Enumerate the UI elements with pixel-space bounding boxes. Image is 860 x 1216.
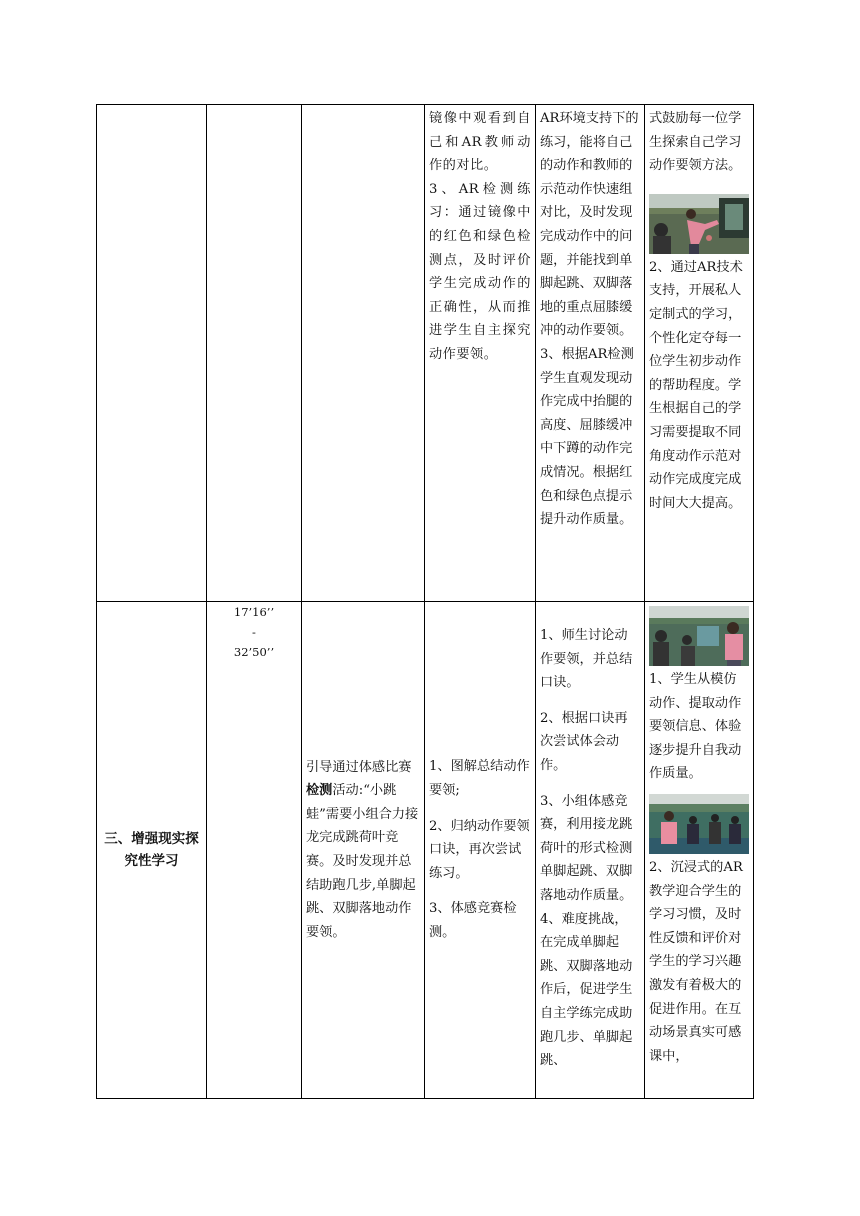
design-intent-text-1: 1、学生从模仿动作、提取动作要领信息、体验逐步提升自我动作质量。 bbox=[649, 672, 742, 782]
table-row bbox=[97, 602, 754, 1099]
list-item: 1、师生讨论动作要领，并总结口诀。 bbox=[540, 628, 633, 691]
list-item: 2、根据口诀再次尝试体会动作。 bbox=[540, 710, 628, 773]
student-activity-text: 镜像中观看到自己和AR教师动作的对比。 3、AR检测练习：通过镜像中的红色和绿色检测点，及时评价学生完成动作的正确性，从而推进学生自主探究动作要领。 bbox=[429, 111, 531, 362]
teaching-photo-class bbox=[649, 606, 749, 666]
student-activity-cell bbox=[425, 602, 536, 1099]
design-intent-cell bbox=[645, 602, 754, 1099]
teacher-activity-cell bbox=[302, 105, 425, 602]
time-start: 17’16’’ bbox=[233, 605, 275, 619]
design-intent-text-2: 2、通过AR技术支持，开展私人定制式的学习，个性化定夺每一位学生初步动作的帮助程度。学生根据自己的学习需要提取不同角度动作示范对动作完成度完成时间大大提高。 bbox=[649, 259, 743, 511]
teacher-activity-text-rest: 活动:“小跳蛙”需要小组合力接龙完成跳荷叶竞赛。及时发现并总结助跑几步,单脚起跳、双脚落地动作要领。 bbox=[306, 783, 419, 940]
time-cell bbox=[207, 602, 302, 1099]
table-row bbox=[97, 105, 754, 602]
lesson-plan-table bbox=[96, 104, 754, 1099]
time-cell bbox=[207, 105, 302, 602]
list-item: 2、归纳动作要领口诀，再次尝试练习。 bbox=[429, 818, 530, 881]
time-end: 32’50’’ bbox=[233, 645, 275, 659]
teaching-photo-competition bbox=[649, 794, 749, 854]
stage-cell bbox=[97, 602, 207, 1099]
design-intent-text-1: 式鼓励每一位学生探索自己学习动作要领方法。 bbox=[649, 111, 742, 174]
design-intent-cell bbox=[645, 105, 754, 602]
list-item: 3、小组体感竞赛，利用接龙跳荷叶的形式检测单脚起跳、双脚落地动作质量。 4、难度挑战，在完成单脚起跳、双脚落地动作后，促进学生自主学练完成助跑几步、单脚起跳、 bbox=[540, 793, 633, 1069]
time-separator: - bbox=[252, 625, 256, 639]
student-activity-cell bbox=[425, 105, 536, 602]
tech-support-cell bbox=[536, 602, 645, 1099]
teacher-activity-cell bbox=[302, 602, 425, 1099]
teaching-photo-ar-mirror bbox=[649, 194, 749, 254]
teacher-activity-bold: 检测 bbox=[306, 783, 333, 799]
design-intent-text-2: 2、沉浸式的AR教学迎合学生的学习习惯，及时性反馈和评价对学生的学习兴趣激发有着极大的促进作用。在互动场景真实可感课中， bbox=[649, 859, 743, 1064]
tech-support-text: AR环境支持下的练习，能将自己的动作和教师的示范动作快速组对比，及时发现完成动作中的问题，并能找到单脚起跳、双脚落地的重点屈膝缓冲的动作要领。 3、根据AR检测学生直观发现动作完成中抬腿的高度、屈膝缓冲中下蹲的动作完成情况。根据红色和绿色点提示提升动作质量。 bbox=[540, 111, 639, 528]
stage-cell bbox=[97, 105, 207, 602]
list-item: 1、图解总结动作要领; bbox=[429, 759, 530, 799]
tech-support-cell bbox=[536, 105, 645, 602]
stage-title: 三、增强现实探究性学习 bbox=[104, 831, 199, 869]
list-item: 3、体感竞赛检测。 bbox=[429, 901, 517, 940]
teacher-activity-text: 引导通过体感比赛 bbox=[306, 759, 412, 775]
